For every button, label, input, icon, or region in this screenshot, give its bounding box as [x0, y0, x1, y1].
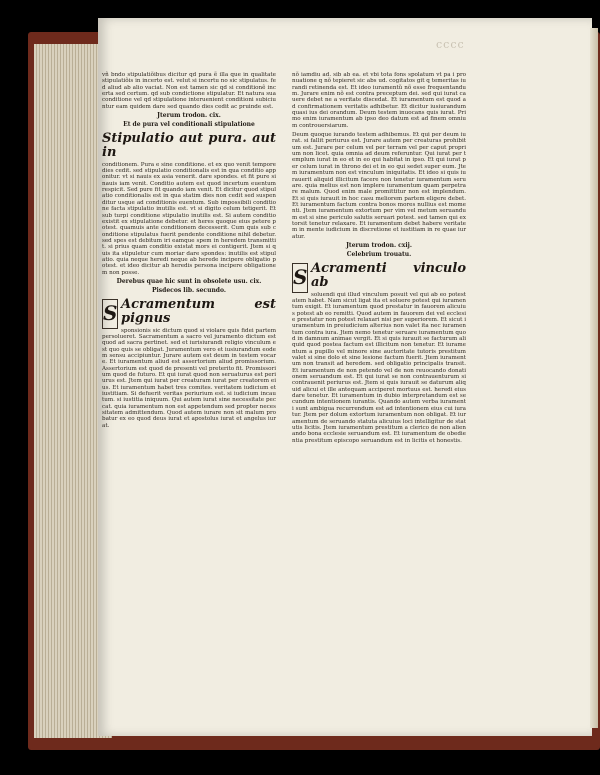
right-intro-paragraph: nõ iamdiu ad. sib ab ea. et vbi tota fons spolatum vt pa i pronuatione q nõ tepieret sic abs ud. cogitatos git q temeritas iurandi retinenda est. Et ideo iuramentũ nõ esse frequentandum. Jurare enim nõ est contra preceptum dei. sed qui iurat cauere debet ne a veritate discedat. Et iuramentum est quod ad confirmationem veritatis adhibetur. Et dicitur iusiurandum quasi ius dei orandum. Deum testem inuocans quis iurat. Primo enim iuramentum ab ipso deo datum est ad finem omnium controuersiarum. [292, 72, 466, 129]
right-rubric-1: Jterum trodon. cxij. [346, 241, 412, 249]
drop-cap-initial: S [292, 263, 308, 293]
left-rubric-2: Derebus quae hic sunt in obsolete usu. cix. [116, 277, 262, 285]
right-body-paragraph-1: Deum quoque iurando testem adhibemus. Et qui per deum iurat. si fallit periurus est. Jurare autem per creaturas prohibitum est. Jurare per celum vel per terram vel per caput proprium non licet. quia omnia ad deum referuntur. Qui iurat per templum iurat in eo et in eo qui habitat in ipso. Et qui iurat per celum iurat in throno dei et in eo qui sedet super eum. Jtem iuramentum non est vinculum iniquitatis. Et ideo si quis iurauerit aliquid illicitum facere non tenetur iuramentum seruare. quia melius est non implere iuramentum quam perpetrare malum. Quod enim male promittitur non est implendum. Et si quis iurauit in hoc casu meliorem partem eligere debet. Et iuramentum factum contra bonos mores nullius est momenti. Jtem iuramentum extortum per vim vel metum seruandum est si sine periculo salutis seruari potest. sed tamen qui extorsit tenetur relaxare. Et iuramentum debet habere veritatem in mente iudicium in discretione et iustitiam in re quae iuratur. [292, 132, 466, 240]
left-subrubric-1: Et de pura vel conditionali stipulatione [123, 121, 255, 129]
page-edge [590, 28, 598, 728]
right-column [292, 72, 466, 444]
left-rubric-3: Pisdecos lib. secundo. [152, 287, 226, 295]
left-heading-2-text: Acramentum est pignus [121, 296, 276, 326]
left-heading-1: Stipulatio aut pura. aut in [102, 130, 276, 160]
left-rubric-1: Jterum trodon. cix. [157, 112, 221, 120]
drop-cap-initial: S [102, 299, 118, 329]
right-heading-1 [292, 262, 466, 290]
left-column [102, 72, 276, 429]
left-body-paragraph-1: conditionem. Pura e sine conditione. et ex quo venit tempore dies cedit. sed stipulatio conditionalis est in qua conditio apponitur. vt si nauis ex asia venerit. dare spondes. et fit pure si nauis iam venit. Conditio autem est quod incertum euentum respicit. Sed pure fit quando iam venit. Et dicitur quod stipulatio conditionalis est in qua statim dies non cedit sed suspenditur usque ad conditionis euentum. Sub impossibili conditione facta stipulatio inutilis est. vt si digito celum tetigerit. Et sub turpi conditione stipulatio inutilis est. Si autem conditio existit ex stipulatione debetur. et heres quoque eius petere potest. quamuis ante conditionem decesserit. Cum quis sub conditione stipulatus fuerit pendente conditione nihil debetur. sed spes est debitum iri eamque spem in heredem transmittit. si prius quam conditio existat mors ei contigerit. Jtem si quis ita stipuletur cum moriar dare spondes: inutilis est stipulatio. quia neque heredi neque ab herede incipere obligatio potest. et ideo dicitur ab heredis persona incipere obligationem non posse. [102, 161, 276, 276]
left-heading-2 [102, 298, 276, 326]
right-heading-1-text: Acramenti vinculo ab [311, 260, 466, 290]
folio-number: cccc [436, 38, 465, 51]
right-subrubric-1: Celebrium trouatu. [346, 251, 412, 259]
right-body-paragraph-2: soluendi qui illud vinculum posuit vel qui ab eo potestatem habet. Nam sicut ligat ita et soluere potest qui iuramentum exigit. Et iuramentum quod prestatur in fauorem alicuius potest ab eo remitti. Quod autem in fauorem dei vel ecclesie prestatur non potest relaxari nisi per superiorem. Et sicut iuramentum in preiudicium alterius non valet ita nec iuramentum contra iura. Jtem nemo tenetur seruare iuramentum quod in damnum animae vergit. Et si quis iurauit se facturum aliquid quod postea factum est illicitum non tenetur. Et iuramentum a pupillo vel minore sine auctoritate tutoris prestitum valet si sine dolo et sine lesione factum fuerit. Jtem iuramentum non transit ad heredem. sed obligatio principalis transit. Et iuramentum de non petendo vel de non reuocando donationem seruandum est. Et qui iurat se non contrauenturum si contrauenit periurus est. Jtem si quis iurauit se daturum aliquid alicui et ille antequam acciperet mortuus est. heredi eius dare tenetur. Et iuramentum in dubio interpretandum est secundum intentionem iurantis. Quando autem verba iuramenti sunt ambigua recurrendum est ad intentionem eius cui iuratur. Jtem per dolum extortum iuramentum non obligat. Et iuramentum de seruando statuta alicuius loci intelligitur de statutis licitis. Jtem iuramentum prestitum a clerico de non alienando bona ecclesie seruandum est. Et iuramentum de obedientia prestitum episcopo seruandum est in licitis et honestis. [292, 291, 466, 444]
left-body-paragraph-2: sponsionis sic dictum quod si violare quis fidei partem persolueret. Sacramentum a sacro vel juramento dictum est quod ad sacra pertinet. sed et iurisiurandi religio vinculum est quo quis se obligat. Juramentum vero et iusiurandum eodem sensu accipiuntur. Jurare autem est deum in testem vocare. Et iuramentum aliud est assertorium aliud promissorium. Assertorium est quod de presenti vel preterito fit. Promissorium quod de futuro. Et qui iurat quod non seruaturus est periurus est. Jtem qui iurat per creaturam iurat per creatorem eius. Et iuramentum habet tres comites. veritatem iudicium et iustitiam. Si defuerit veritas periurium est. si iudicium incautum. si iustitia iniquum. Qui autem iurat sine necessitate peccat. quia iuramentum non est appetendum sed propter necessitatem admittendum. Quod autem iurare non sit malum probatur ex eo quod deus iurat et apostolus iurat et angelus iurat. [102, 327, 276, 429]
left-intro-paragraph: vñ bndo stipulatiõibus dicitur qd pura ẽ illa que in qualitate stipulatiõis in incerto est. velut si incertu no sic stipulatus. fed aliud ab alio vaciat. Non est tamen sic qd si conditionẽ incerta sed certum. qd sub condictione stipulatur. Et natura sua conditione vel qd stipulatione interuenient conditioni subiciuntur eam quidem dare sed quando dies cedit ac pruinde est. [102, 72, 276, 110]
